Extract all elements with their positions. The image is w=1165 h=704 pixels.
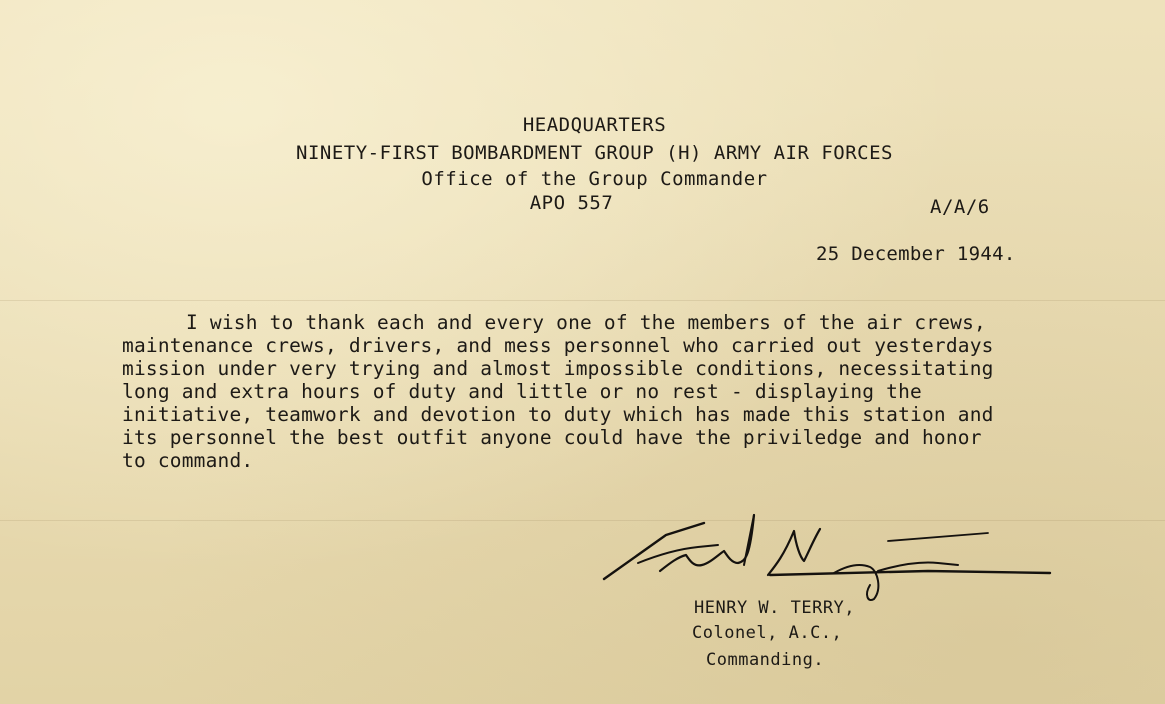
letterhead-apo: APO 557 (529, 192, 614, 214)
body-line: its personnel the best outfit anyone could have the priviledge and honor (122, 426, 982, 449)
letterhead-office: Office of the Group Commander (421, 168, 768, 190)
body-line: mission under very trying and almost impossible conditions, necessitating (122, 357, 994, 380)
body-line: long and extra hours of duty and little or no rest - displaying the (122, 380, 922, 403)
signer-title: Commanding. (706, 650, 825, 670)
letter-date: 25 December 1944. (816, 243, 1016, 265)
letterhead-unit: NINETY-FIRST BOMBARDMENT GROUP (H) ARMY AIR FORCES (296, 142, 893, 164)
body-line: maintenance crews, drivers, and mess personnel who carried out yesterdays (122, 334, 994, 357)
body-line: to command. (122, 449, 254, 472)
paper-fold (0, 300, 1165, 301)
body-line: I wish to thank each and every one of the members of the air crews, (186, 311, 986, 334)
signer-name: HENRY W. TERRY, (694, 598, 856, 618)
handwritten-signature (598, 505, 1058, 605)
reference-code: A/A/6 (930, 196, 990, 218)
body-line: initiative, teamwork and devotion to duty which has made this station and (122, 403, 994, 426)
signer-rank: Colonel, A.C., (692, 623, 843, 643)
letterhead-headquarters: HEADQUARTERS (522, 114, 667, 136)
